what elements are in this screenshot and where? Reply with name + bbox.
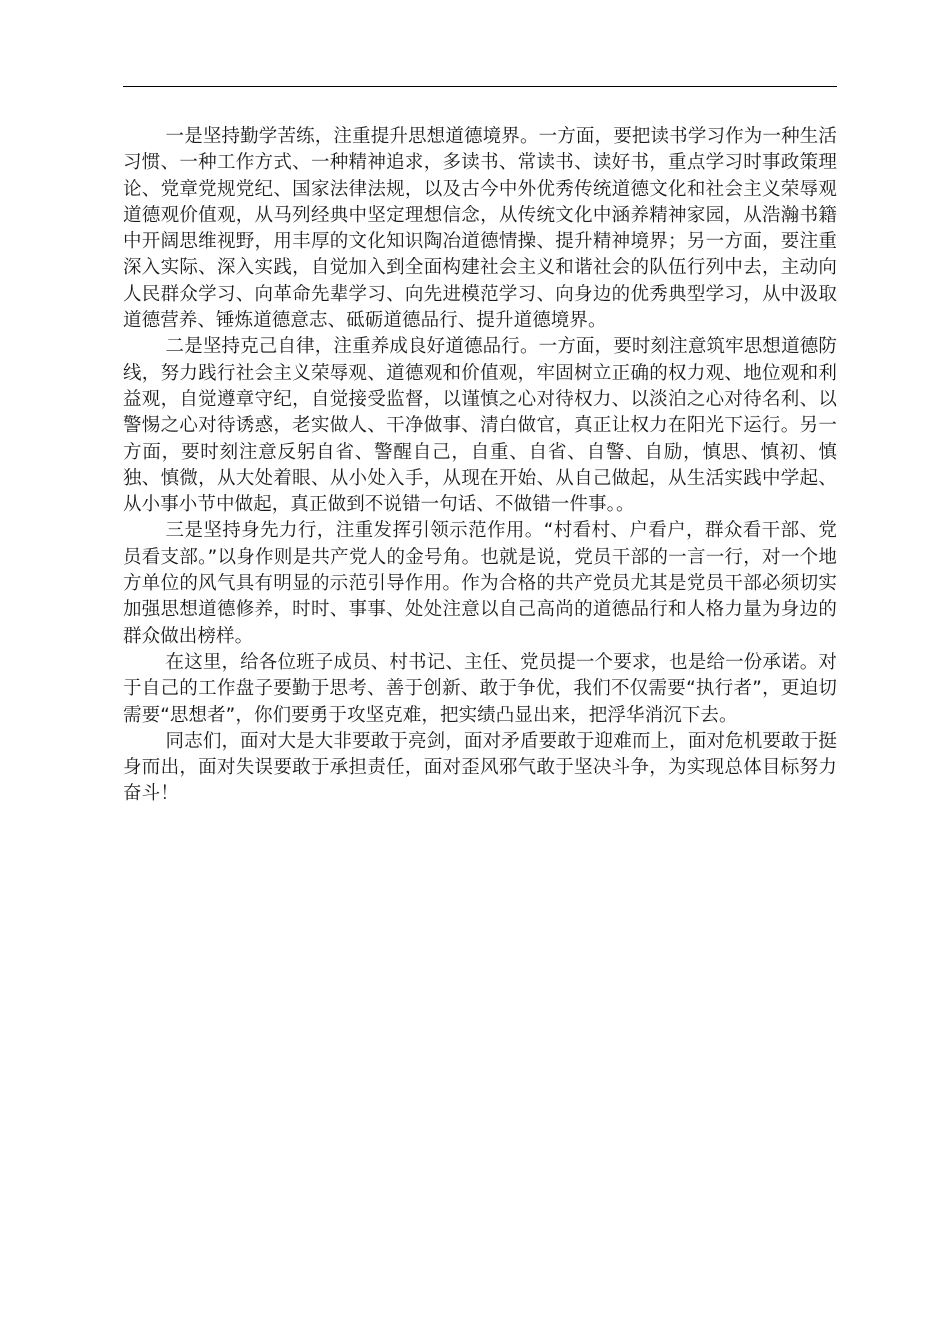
header-rule — [123, 86, 837, 87]
paragraph-3: 三是坚持身先力行，注重发挥引领示范作用。“村看村、户看户，群众看干部、党员看支部。”以身作则是共产党人的金号角。也就是说，党员干部的一言一行，对一个地方单位的风气具有明显的示范引导作用。作为合格的共产党员尤其是党员干部必须切实加强思想道德修养，时时、事事、处处注意以自己高尚的道德品行和人格力量为身边的群众做出榜样。 — [123, 520, 837, 647]
document-body — [123, 124, 837, 808]
paragraph-4: 在这里，给各位班子成员、村书记、主任、党员提一个要求，也是给一份承诺。对于自己的工作盘子要勤于思考、善于创新、敢于争优，我们不仅需要“执行者”，更迫切需要“思想者”，你们要勇于攻坚克难，把实绩凸显出来，把浮华消沉下去。 — [123, 651, 837, 726]
paragraph-2: 二是坚持克己自律，注重养成良好道德品行。一方面，要时刻注意筑牢思想道德防线，努力践行社会主义荣辱观、道德观和价值观，牢固树立正确的权力观、地位观和利益观，自觉遵章守纪，自觉接受监督，以谨慎之心对待权力、以淡泊之心对待名利、以警惕之心对待诱惑，老实做人、干净做事、清白做官，真正让权力在阳光下运行。另一方面，要时刻注意反躬自省、警醒自己，自重、自省、自警、自励，慎思、慎初、慎独、慎微，从大处着眼、从小处入手，从现在开始、从自己做起，从生活实践中学起、从小事小节中做起，真正做到不说错一句话、不做错一件事。。 — [123, 336, 837, 516]
paragraph-5: 同志们，面对大是大非要敢于亮剑，面对矛盾要敢于迎难而上，面对危机要敢于挺身而出，面对失误要敢于承担责任，面对歪风邪气敢于坚决斗争，为实现总体目标努力奋斗！ — [123, 730, 837, 805]
paragraph-1: 一是坚持勤学苦练，注重提升思想道德境界。一方面，要把读书学习作为一种生活习惯、一种工作方式、一种精神追求，多读书、常读书、读好书，重点学习时事政策理论、党章党规党纪、国家法律法规，以及古今中外优秀传统道德文化和社会主义荣辱观道德观价值观，从马列经典中坚定理想信念，从传统文化中涵养精神家园，从浩瀚书籍中开阔思维视野，用丰厚的文化知识陶冶道德情操、提升精神境界；另一方面，要注重深入实际、深入实践，自觉加入到全面构建社会主义和谐社会的队伍行列中去，主动向人民群众学习、向革命先辈学习、向先进模范学习、向身边的优秀典型学习，从中汲取道德营养、锤炼道德意志、砥砺道德品行、提升道德境界。 — [123, 126, 837, 332]
